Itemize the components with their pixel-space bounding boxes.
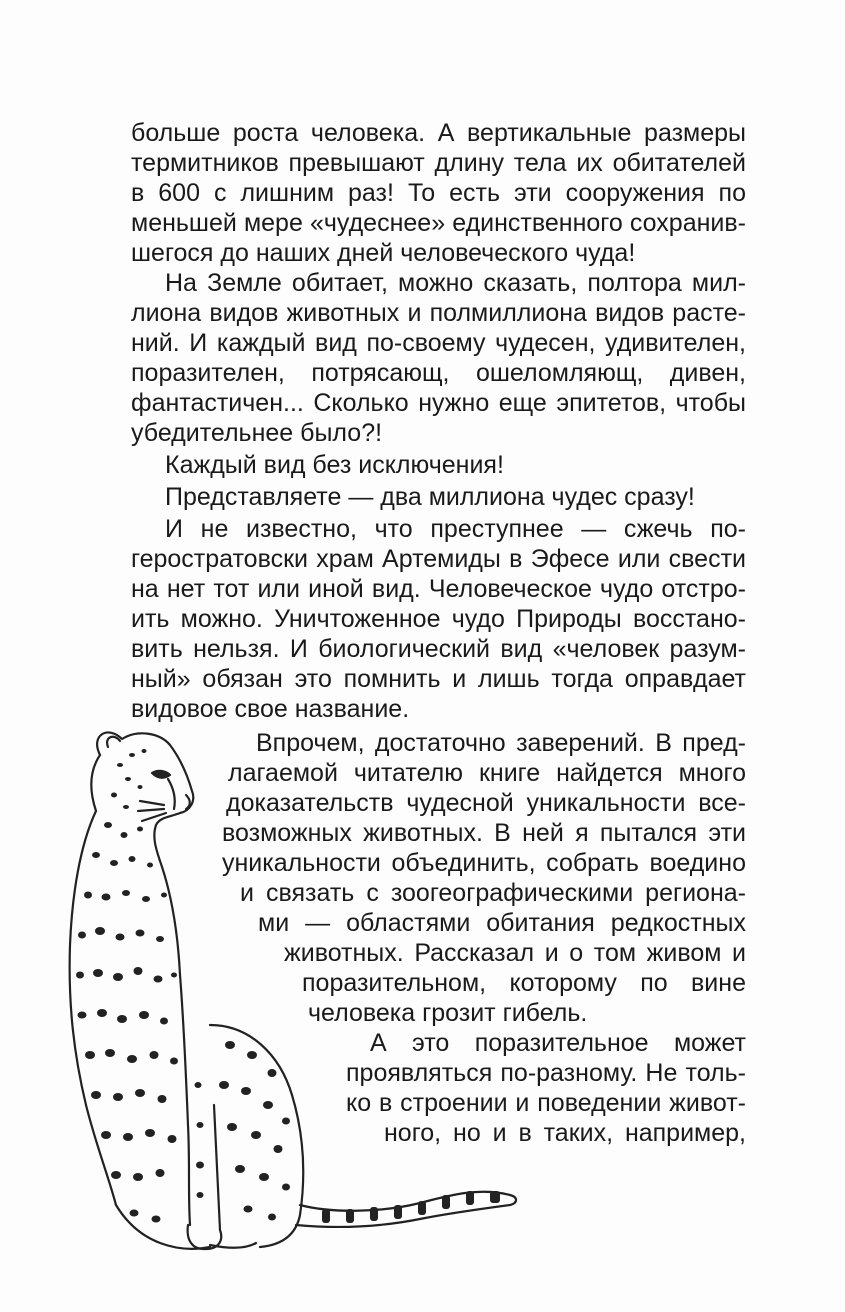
text-line: возможных животных. В ней я пытался эти bbox=[222, 819, 746, 847]
text-line: меньшей мере «чудеснее» единственного сохранив- bbox=[131, 209, 746, 237]
text-line: ить можно. Уничтоженное чудо Природы восстано- bbox=[131, 605, 746, 633]
text-line: видовое свое название. bbox=[131, 695, 410, 723]
text-line: А это поразительное может bbox=[370, 1029, 746, 1057]
text-line: поразителен, потрясающ, ошеломляющ, дивен, bbox=[131, 359, 746, 387]
text-line: На Земле обитает, можно сказать, полтора мил- bbox=[165, 269, 746, 297]
text-line: в 600 с лишним раз! То есть эти сооружения по bbox=[131, 179, 746, 207]
text-line: лагаемой читателю книге найдется много bbox=[228, 759, 746, 787]
text-line: человека грозит гибель. bbox=[308, 999, 588, 1027]
text-line: на нет тот или иной вид. Человеческое чудо отстро- bbox=[131, 575, 746, 603]
text-line: вить нельзя. И биологический вид «человек разум- bbox=[131, 635, 746, 663]
text-line: ный» обязан это помнить и лишь тогда оправдает bbox=[131, 665, 746, 693]
text-line: убедительнее было?! bbox=[131, 419, 383, 447]
text-line: ко в строении и поведении живот- bbox=[346, 1089, 746, 1117]
text-line: шегося до наших дней человеческого чуда! bbox=[131, 239, 636, 267]
text-line: И не известно, что преступнее — сжечь по- bbox=[165, 515, 746, 543]
text-line: лиона видов животных и полмиллиона видов расте- bbox=[131, 299, 746, 327]
text-line: ний. И каждый вид по-своему чудесен, удивителен, bbox=[131, 329, 746, 357]
text-line: Представляете — два миллиона чудес сразу! bbox=[165, 483, 695, 511]
text-line: фантастичен... Сколько нужно еще эпитетов, чтобы bbox=[131, 389, 746, 417]
text-line: геростратовски храм Артемиды в Эфесе или свести bbox=[131, 545, 746, 573]
text-line: Каждый вид без исключения! bbox=[165, 451, 504, 479]
text-line: термитников превышают длину тела их обитателей bbox=[131, 149, 746, 177]
text-line: и связать с зоогеографическими регионa- bbox=[240, 879, 746, 907]
text-line: ного, но и в таких, например, bbox=[384, 1119, 746, 1147]
text-line: проявляться по-разному. Не толь- bbox=[346, 1059, 746, 1087]
text-line: Впрочем, достаточно заверений. В пред- bbox=[256, 729, 746, 757]
text-line: больше роста человека. А вертикальные размеры bbox=[131, 119, 746, 147]
text-line: ми — областями обитания редкостных bbox=[258, 909, 746, 937]
text-line: доказательств чудесной уникальности все- bbox=[226, 789, 746, 817]
text-line: уникальности объединить, собрать воедино bbox=[222, 849, 746, 877]
text-line: животных. Рассказал и о том живом и bbox=[284, 939, 746, 967]
text-line: поразительном, которому по вине bbox=[302, 969, 746, 997]
